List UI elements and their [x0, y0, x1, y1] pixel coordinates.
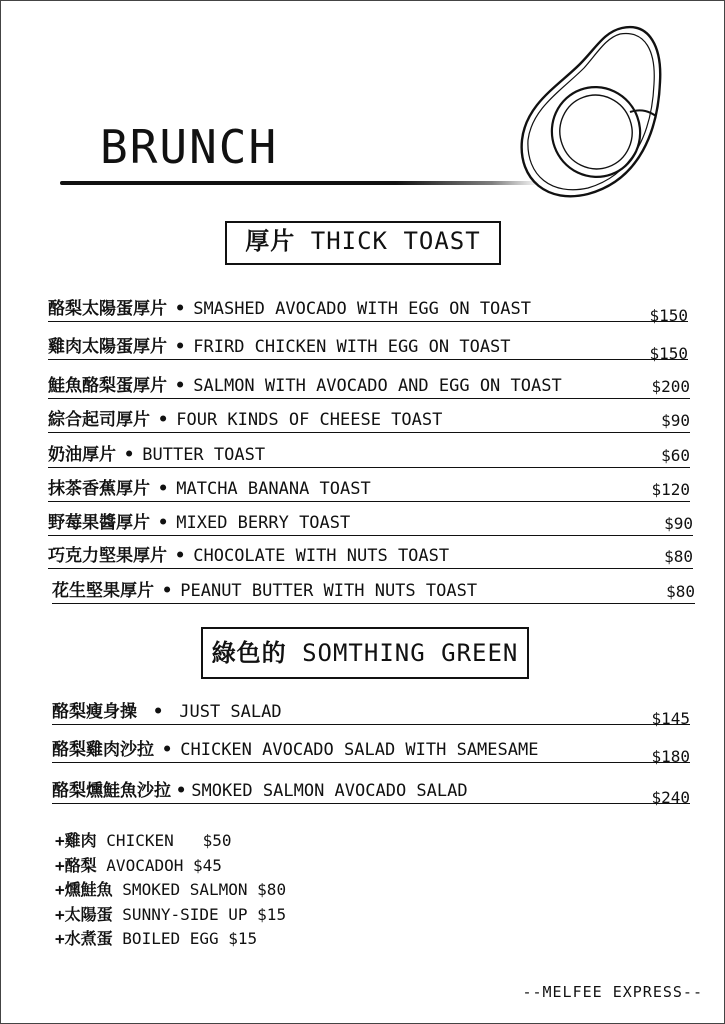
- addon-zh-name: 雞肉: [64, 831, 97, 850]
- menu-item: 酪梨瘦身操 • JUST SALAD $145: [52, 694, 690, 725]
- addon-price: $15: [257, 904, 287, 924]
- addon-en-name: SUNNY-SIDE UP: [122, 904, 248, 924]
- item-en-name: MATCHA BANANA TOAST: [176, 479, 371, 499]
- menu-item: 鮭魚酪梨蛋厚片 • SALMON WITH AVOCADO AND EGG ON TOAST $200: [48, 368, 690, 399]
- item-price: $145: [651, 709, 690, 728]
- menu-item: 雞肉太陽蛋厚片 • FRIRD CHICKEN WITH EGG ON TOAST $150: [48, 329, 688, 360]
- item-en-name: CHICKEN AVOCADO SALAD WITH SAMESAME: [180, 740, 539, 760]
- item-price: $150: [649, 306, 688, 325]
- addon-price: $45: [193, 855, 222, 875]
- item-zh-name: 奶油厚片: [48, 445, 116, 465]
- addon-zh-name: 酪梨: [64, 855, 97, 875]
- section-zh-label: 綠色的: [211, 639, 287, 667]
- section-header-something-green: [201, 627, 529, 679]
- item-zh-name: 花生堅果厚片: [52, 581, 154, 601]
- item-zh-name: 綜合起司厚片: [48, 410, 150, 430]
- addon-en-name: BOILED EGG: [122, 929, 219, 948]
- menu-item: 酪梨太陽蛋厚片 • SMASHED AVOCADO WITH EGG ON TOAST $150: [48, 291, 688, 322]
- item-price: $80: [664, 547, 693, 566]
- addon-en-name: AVOCADOH: [106, 855, 184, 875]
- item-price: $180: [651, 747, 690, 766]
- menu-item: 酪梨雞肉沙拉 • CHICKEN AVOCADO SALAD WITH SAMESAME $180: [52, 732, 690, 763]
- addon-item: +水煮蛋 BOILED EGG $15: [55, 929, 258, 948]
- addon-price: $15: [228, 929, 258, 948]
- addon-list: [55, 828, 286, 951]
- item-price: $90: [664, 514, 693, 533]
- addon-item: +酪梨 AVOCADOH $45: [55, 855, 222, 875]
- addon-item: +雞肉 CHICKEN $50: [55, 831, 232, 850]
- section-en-label: SOMTHING GREEN: [302, 639, 519, 667]
- addon-en-name: SMOKED SALMON: [122, 880, 248, 899]
- item-en-name: SALMON WITH AVOCADO AND EGG ON TOAST: [193, 376, 562, 396]
- item-price: $120: [651, 480, 690, 499]
- item-price: $150: [649, 344, 688, 363]
- item-zh-name: 雞肉太陽蛋厚片: [48, 337, 167, 357]
- item-en-name: FRIRD CHICKEN WITH EGG ON TOAST: [193, 337, 511, 357]
- section-header-thick-toast: [225, 221, 501, 265]
- item-zh-name: 抹茶香蕉厚片: [48, 479, 150, 499]
- item-zh-name: 酪梨太陽蛋厚片: [48, 299, 167, 319]
- item-zh-name: 野莓果醬厚片: [48, 513, 150, 533]
- addon-zh-name: 燻鮭魚: [64, 880, 113, 899]
- menu-item: 綜合起司厚片 • FOUR KINDS OF CHEESE TOAST $90: [48, 402, 690, 433]
- item-price: $60: [661, 446, 690, 465]
- menu-item: 巧克力堅果厚片 • CHOCOLATE WITH NUTS TOAST $80: [48, 538, 693, 569]
- section-en-label: THICK TOAST: [310, 227, 481, 255]
- addon-price: $50: [202, 831, 232, 850]
- addon-en-name: CHICKEN: [106, 831, 174, 850]
- menu-title: BRUNCH: [100, 120, 279, 174]
- item-zh-name: 鮭魚酪梨蛋厚片: [48, 376, 167, 396]
- item-en-name: CHOCOLATE WITH NUTS TOAST: [193, 546, 450, 566]
- item-en-name: SMASHED AVOCADO WITH EGG ON TOAST: [193, 299, 532, 319]
- addon-item: +燻鮭魚 SMOKED SALMON $80: [55, 880, 287, 899]
- item-price: $240: [651, 788, 690, 807]
- item-price: $90: [661, 411, 690, 430]
- item-zh-name: 酪梨燻鮭魚沙拉: [52, 781, 171, 801]
- addon-price: $80: [257, 880, 287, 899]
- addon-zh-name: 水煮蛋: [64, 929, 113, 948]
- item-en-name: SMOKED SALMON AVOCADO SALAD: [191, 781, 468, 801]
- item-en-name: MIXED BERRY TOAST: [176, 513, 351, 533]
- addon-zh-name: 太陽蛋: [64, 904, 113, 924]
- section-zh-label: 厚片: [245, 227, 296, 255]
- item-zh-name: 酪梨瘦身操: [52, 702, 137, 722]
- footer-brand: --MELFEE EXPRESS--: [522, 983, 703, 1001]
- item-en-name: JUST SALAD: [179, 702, 282, 722]
- title-underline: [60, 181, 540, 185]
- avocado-illustration: [510, 20, 670, 205]
- menu-item: 酪梨燻鮭魚沙拉 • SMOKED SALMON AVOCADO SALAD $240: [52, 773, 690, 804]
- item-en-name: PEANUT BUTTER WITH NUTS TOAST: [180, 581, 478, 601]
- item-price: $200: [651, 377, 690, 396]
- item-en-name: BUTTER TOAST: [142, 445, 266, 465]
- menu-item: 野莓果醬厚片 • MIXED BERRY TOAST $90: [48, 505, 693, 536]
- menu-item: 奶油厚片 • BUTTER TOAST $60: [48, 437, 690, 468]
- menu-item: 抹茶香蕉厚片 • MATCHA BANANA TOAST $120: [48, 471, 690, 502]
- item-en-name: FOUR KINDS OF CHEESE TOAST: [176, 410, 443, 430]
- menu-item: 花生堅果厚片 • PEANUT BUTTER WITH NUTS TOAST $80: [52, 573, 695, 604]
- addon-item: +太陽蛋 SUNNY-SIDE UP $15: [55, 904, 287, 924]
- item-zh-name: 巧克力堅果厚片: [48, 546, 167, 566]
- item-price: $80: [666, 582, 695, 601]
- item-zh-name: 酪梨雞肉沙拉: [52, 740, 154, 760]
